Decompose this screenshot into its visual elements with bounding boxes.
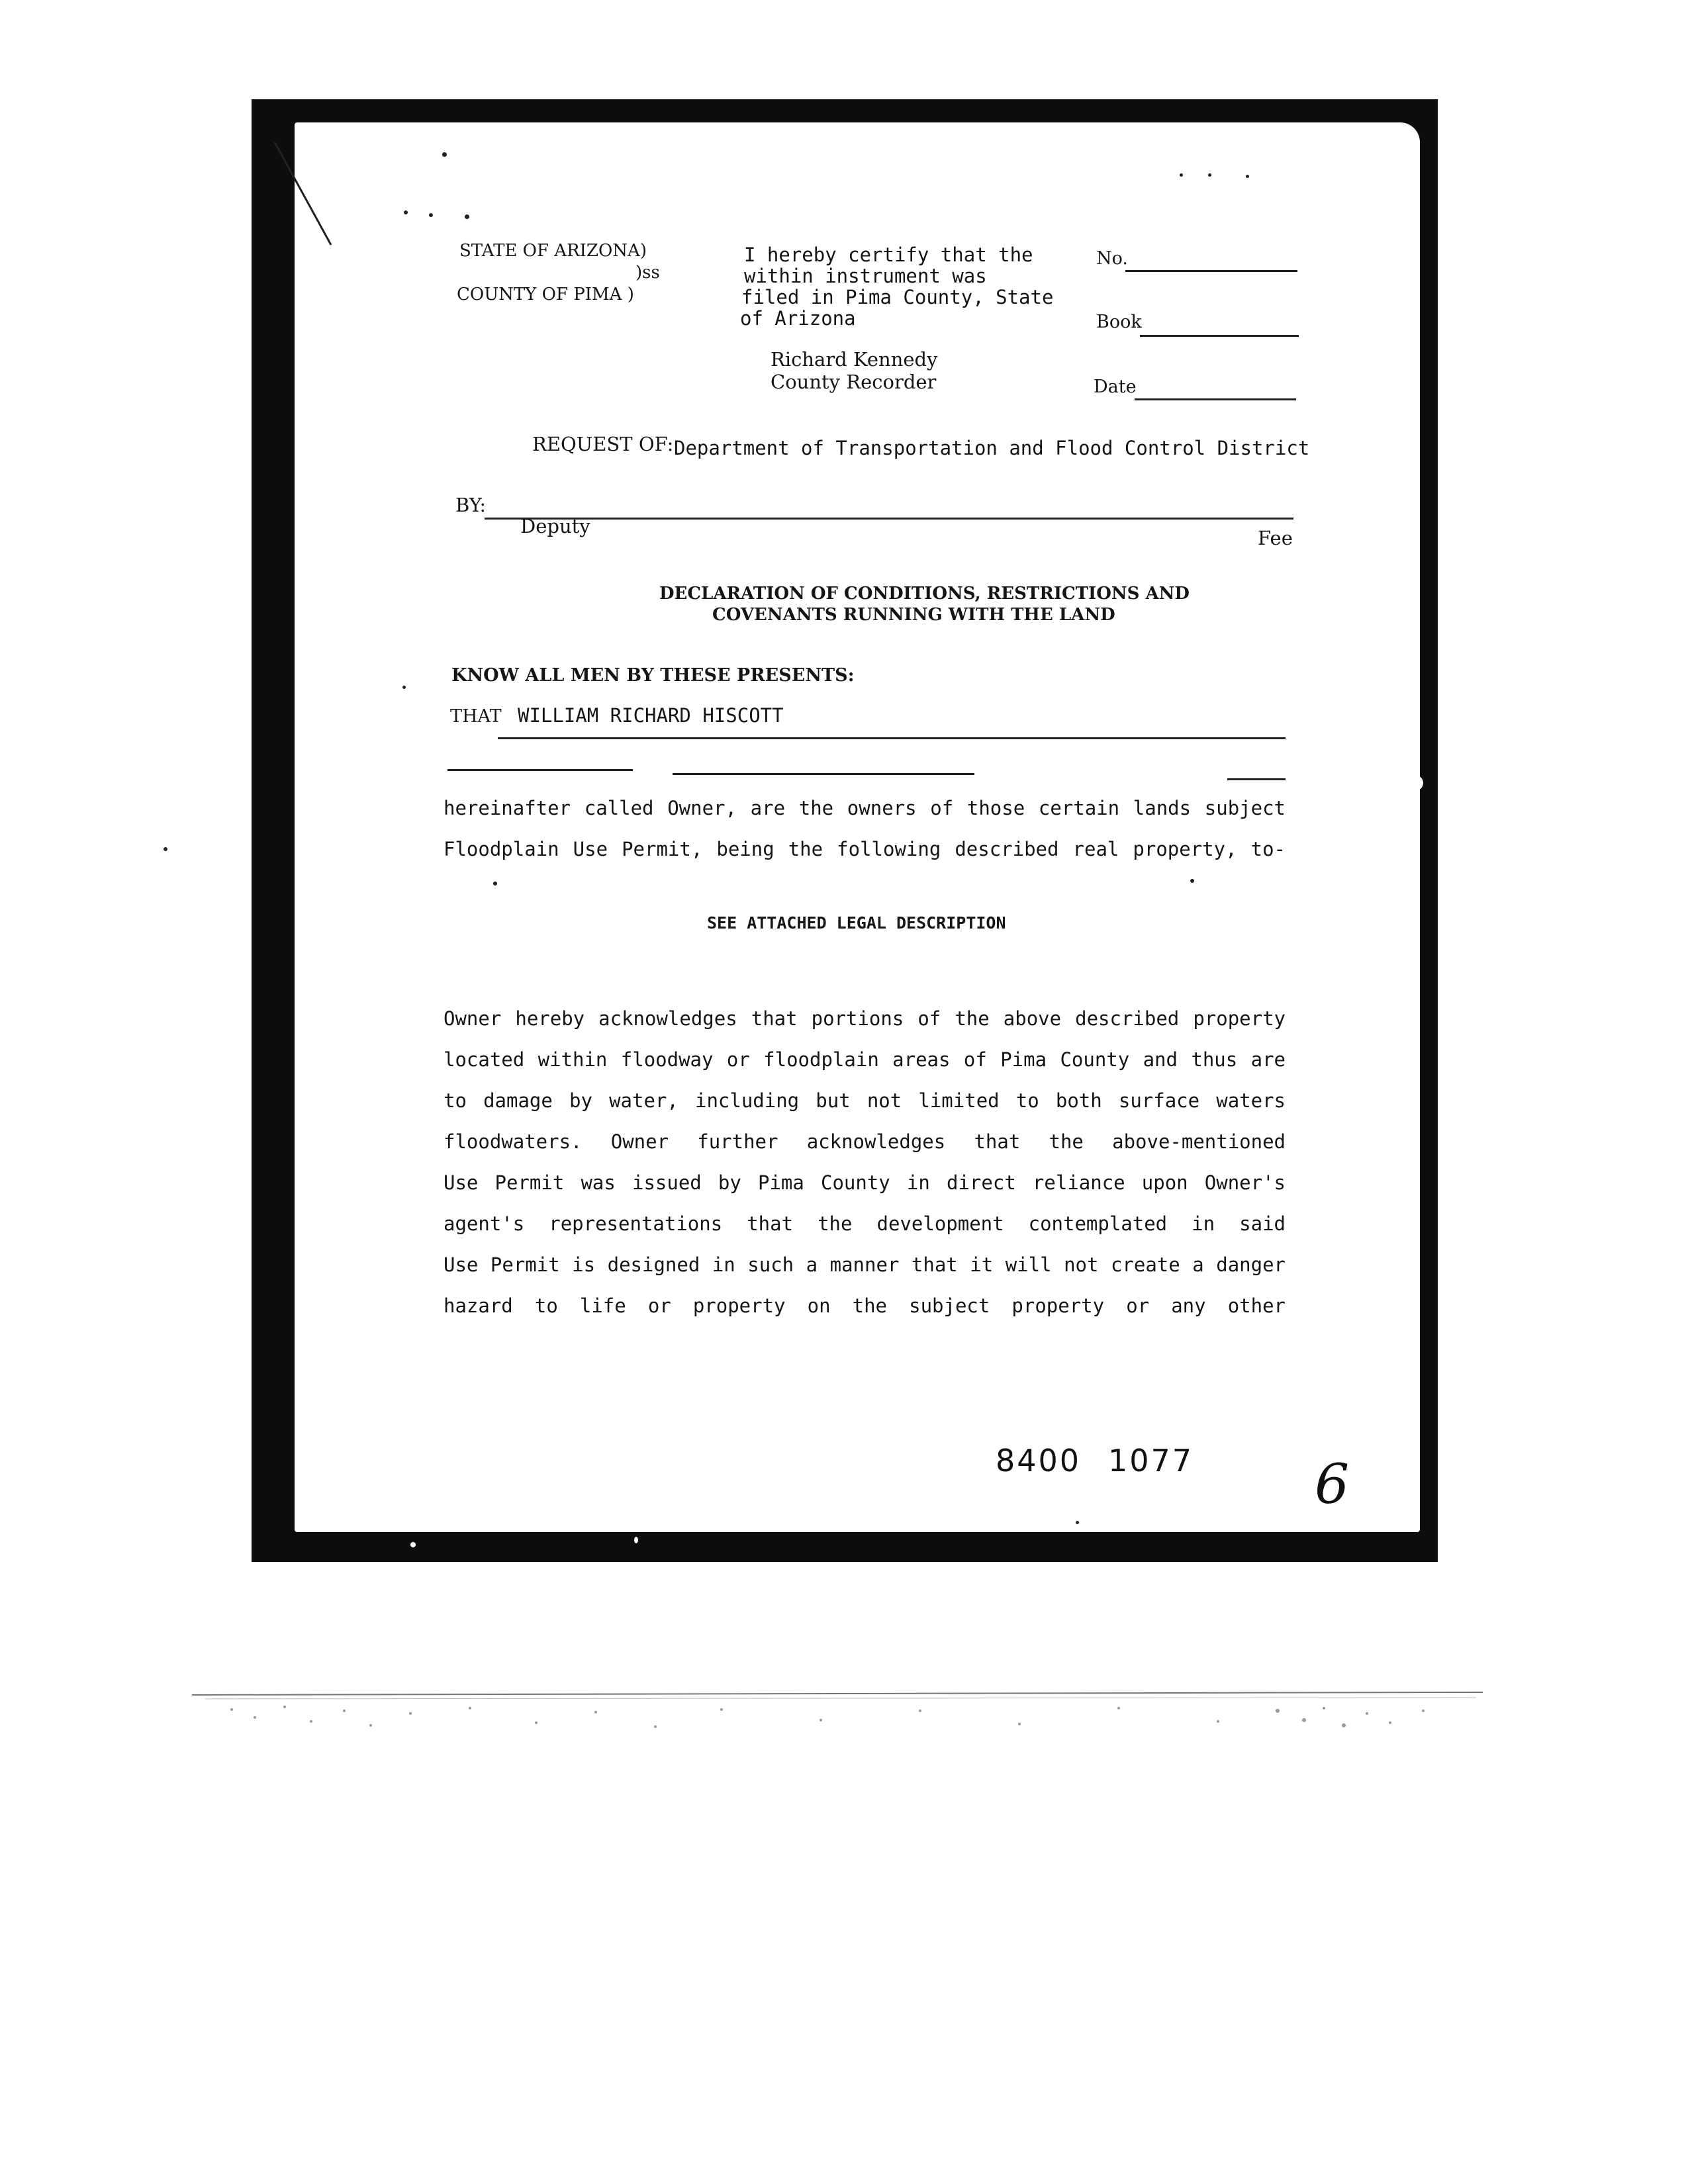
by-label: BY:	[455, 494, 487, 516]
deputy-label: Deputy	[520, 515, 590, 537]
date-label: Date	[1094, 377, 1137, 397]
speck	[465, 214, 469, 219]
book-label: Book	[1096, 312, 1142, 332]
speck	[1190, 879, 1194, 883]
certify-line: filed in Pima County, State	[741, 286, 1054, 308]
by-signature-line	[485, 518, 1293, 520]
frame-speck	[1403, 774, 1423, 792]
intro-line: hereinafter called Owner, are the owners of those certain lands subject	[444, 797, 1286, 819]
body-line: hazard to life or property on the subject property or any other	[444, 1295, 1286, 1317]
body-line: Use Permit is designed in such a manner that it will not create a danger	[444, 1253, 1286, 1276]
fee-label: Fee	[1258, 527, 1293, 549]
frame-speck	[634, 1537, 638, 1543]
scratch-mark	[271, 139, 338, 251]
request-label: REQUEST OF:	[532, 433, 674, 455]
body-line: agent's representations that the development contemplated in said	[444, 1212, 1286, 1235]
owner-blank-line	[1227, 778, 1286, 780]
request-value: Department of Transportation and Flood Control District	[674, 437, 1310, 459]
know-all-men: KNOW ALL MEN BY THESE PRESENTS:	[451, 665, 855, 686]
no-blank-line	[1125, 270, 1297, 272]
ss-label: )ss	[635, 263, 660, 283]
certify-line: within instrument was	[744, 265, 987, 287]
speck	[442, 152, 447, 157]
speck	[404, 210, 408, 214]
frame-speck	[410, 1542, 416, 1547]
recorder-name: Richard Kennedy	[771, 348, 938, 371]
owner-blank-line	[673, 773, 974, 775]
owner-name-line	[498, 737, 1286, 739]
legal-description: SEE ATTACHED LEGAL DESCRIPTION	[707, 913, 1006, 933]
body-line: located within floodway or floodplain areas of Pima County and thus are	[444, 1048, 1286, 1071]
intro-paragraph	[444, 788, 1286, 870]
declaration-title-line: DECLARATION OF CONDITIONS, RESTRICTIONS AND	[659, 584, 1190, 604]
owner-name: WILLIAM RICHARD HISCOTT	[518, 704, 784, 727]
certify-line: I hereby certify that the	[744, 244, 1033, 266]
that-label: THAT	[450, 706, 502, 727]
speck	[1208, 173, 1211, 177]
page-number: 1077	[1108, 1443, 1194, 1479]
docket-number: 8400	[996, 1443, 1082, 1479]
scan-noise-band	[192, 1691, 1483, 1744]
body-line: Use Permit was issued by Pima County in direct reliance upon Owner's	[444, 1171, 1286, 1194]
speck	[1246, 175, 1249, 178]
book-blank-line	[1140, 335, 1299, 337]
owner-blank-line	[447, 769, 633, 771]
speck	[402, 686, 406, 689]
certify-line: of Arizona	[740, 307, 856, 330]
date-blank-line	[1135, 398, 1296, 400]
speck	[429, 213, 433, 217]
intro-line: Floodplain Use Permit, being the following described real property, to-	[444, 838, 1286, 860]
speck	[1180, 173, 1183, 177]
no-label: No.	[1096, 248, 1128, 269]
speck	[1076, 1521, 1079, 1524]
declaration-title-line: COVENANTS RUNNING WITH THE LAND	[712, 605, 1115, 625]
state-label: STATE OF ARIZONA)	[459, 241, 647, 261]
body-line: to damage by water, including but not limited to both surface waters	[444, 1089, 1286, 1112]
county-label: COUNTY OF PIMA )	[457, 285, 634, 304]
speck	[164, 847, 167, 851]
recorder-title: County Recorder	[771, 371, 937, 393]
speck	[493, 882, 497, 886]
handwritten-page-mark: 6	[1315, 1453, 1350, 1516]
acknowledgement-paragraph	[444, 998, 1286, 1329]
body-line: floodwaters. Owner further acknowledges that the above-mentioned	[444, 1130, 1286, 1153]
body-line: Owner hereby acknowledges that portions of the above described property	[444, 1007, 1286, 1030]
